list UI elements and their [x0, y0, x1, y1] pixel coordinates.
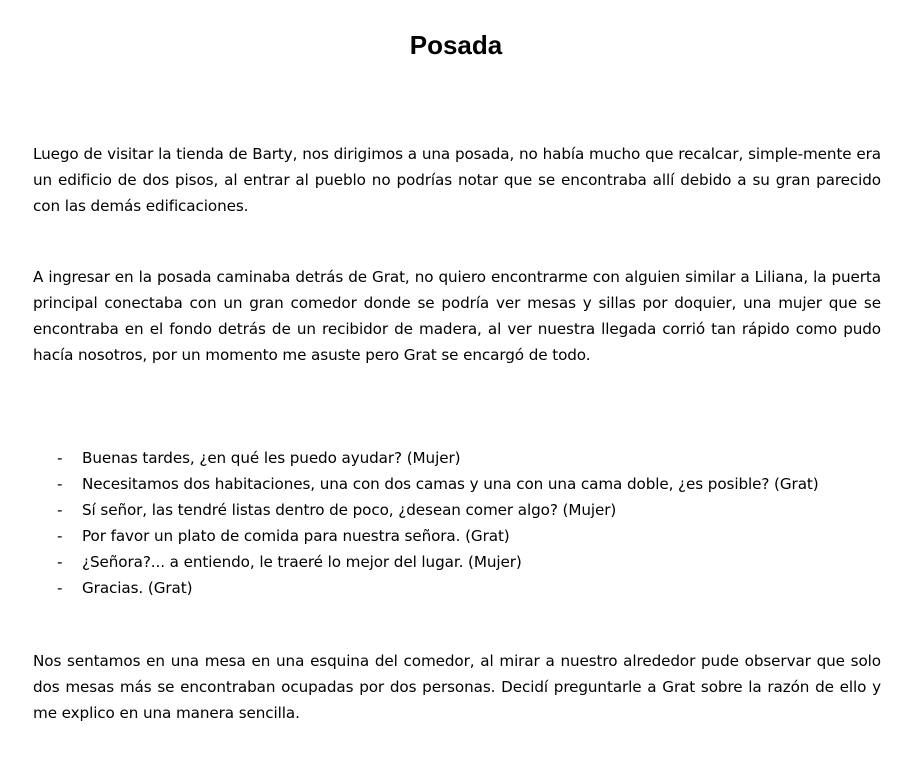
dialogue-line [33, 575, 893, 601]
dialogue-line [33, 445, 893, 471]
paragraph-closing: Nos sentamos en una mesa en una esquina del comedor, al mirar a nuestro alrededor pude observar que solo dos mesas más se encontraban ocupadas por dos personas. Decidí preguntarle a Grat sobre la razón de ello y me explico en una manera sencilla. [33, 652, 881, 722]
dialogue-line [33, 523, 893, 549]
dialogue-dash: - [57, 475, 63, 493]
document-title: Posada [409, 30, 503, 60]
dialogue-text: Gracias. (Grat) [82, 579, 193, 597]
dialogue-dash: - [57, 579, 63, 597]
dialogue-text: Sí señor, las tendré listas dentro de poco, ¿desean comer algo? (Mujer) [82, 501, 617, 519]
dialogue-text: Necesitamos dos habitaciones, una con dos camas y una con una cama doble, ¿es posible? (Grat) [82, 475, 819, 493]
dialogue-dash: - [57, 449, 63, 467]
dialogue-line [33, 497, 893, 523]
dialogue-text: ¿Señora?... a entiendo, le traeré lo mejor del lugar. (Mujer) [82, 553, 522, 571]
dialogue-text: Por favor un plato de comida para nuestra señora. (Grat) [82, 527, 510, 545]
dialogue-line [33, 471, 893, 497]
dialogue-dash: - [57, 553, 63, 571]
dialogue-line [33, 549, 893, 575]
dialogue-list [33, 445, 893, 601]
dialogue-dash: - [57, 527, 63, 545]
paragraph-arrival: A ingresar en la posada caminaba detrás de Grat, no quiero encontrarme con alguien similar a Liliana, la puerta principal conectaba con un gran comedor donde se podría ver mesas y sillas por doquier, una mujer que se encontraba en el fondo detrás de un recibidor de madera, al ver nuestra llegada corrió tan rápido como pudo hacía nosotros, por un momento me asuste pero Grat se encargó de todo. [33, 268, 881, 364]
dialogue-text: Buenas tardes, ¿en qué les puedo ayudar? (Mujer) [82, 449, 461, 467]
paragraph-intro: Luego de visitar la tienda de Barty, nos dirigimos a una posada, no había mucho que recalcar, simple-mente era un edificio de dos pisos, al entrar al pueblo no podrías notar que se encontraba allí debido a su gran parecido con las demás edificaciones. [33, 145, 881, 215]
dialogue-dash: - [57, 501, 63, 519]
